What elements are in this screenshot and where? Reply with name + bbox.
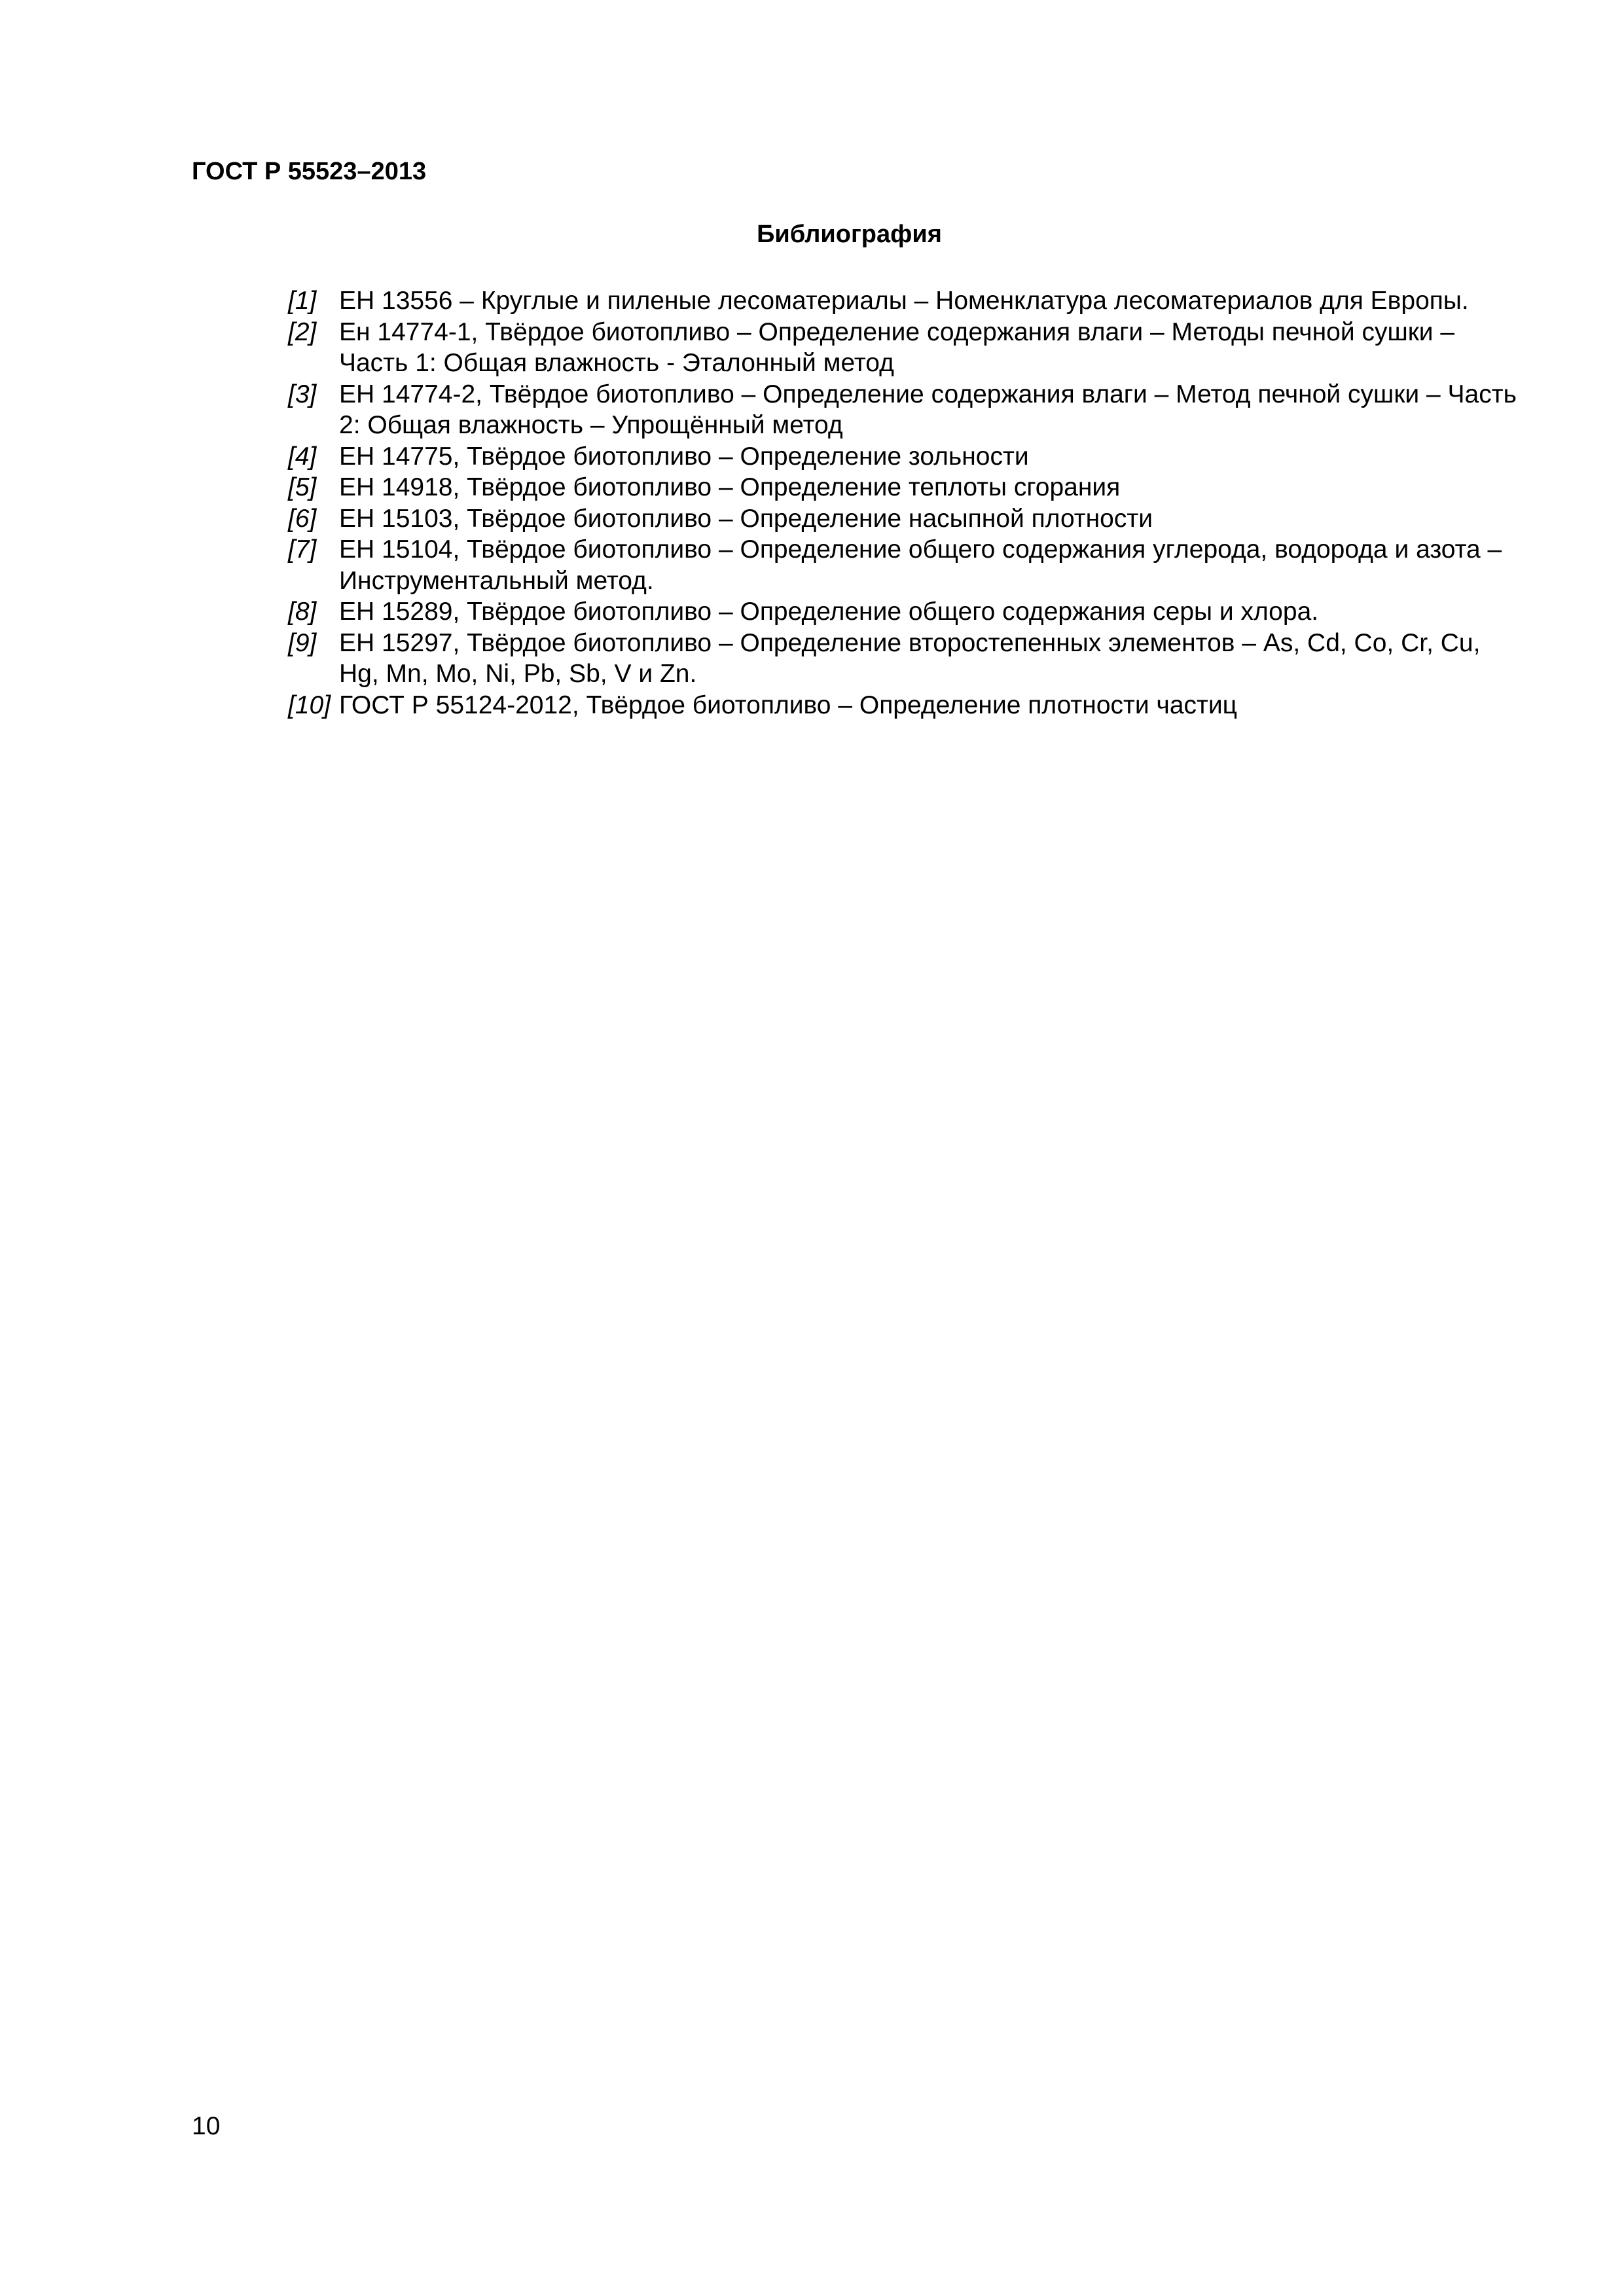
- bibliography-item-text: Ен 14774-1, Твёрдое биотопливо – Определение содержания влаги – Методы печной сушки – Часть 1: Общая влажность - Эталонный метод: [339, 317, 1455, 377]
- bibliography-item-number: [7]: [288, 535, 317, 564]
- bibliography-item-number: [10]: [288, 691, 331, 719]
- bibliography-item: [288, 441, 1519, 473]
- bibliography-item-number: [4]: [288, 442, 317, 471]
- bibliography-item-text: ЕН 15103, Твёрдое биотопливо – Определение насыпной плотности: [339, 504, 1153, 533]
- bibliography-item: [288, 534, 1519, 596]
- bibliography-item-text: ЕН 15104, Твёрдое биотопливо – Определение общего содержания углерода, водорода и азота – Инструментальный метод.: [339, 535, 1502, 595]
- bibliography-item: [288, 317, 1519, 379]
- bibliography-item: [288, 503, 1519, 535]
- bibliography-item-text: ЕН 14774-2, Твёрдое биотопливо – Определение содержания влаги – Метод печной сушки – Часть 2: Общая влажность – Упрощённый метод: [339, 380, 1517, 439]
- bibliography-item-number: [2]: [288, 317, 317, 346]
- bibliography-item-number: [3]: [288, 380, 317, 408]
- page-number: 10: [192, 2112, 221, 2140]
- bibliography-item-text: ЕН 13556 – Круглые и пиленые лесоматериалы – Номенклатура лесоматериалов для Европы.: [339, 287, 1469, 315]
- bibliography-item: [288, 472, 1519, 503]
- bibliography-item: [288, 379, 1519, 441]
- bibliography-item-text: ЕН 14918, Твёрдое биотопливо – Определение теплоты сгорания: [339, 473, 1121, 501]
- bibliography-item: [288, 596, 1519, 628]
- bibliography-item-number: [6]: [288, 504, 317, 533]
- bibliography-item: [288, 628, 1519, 690]
- section-title: Библиография: [757, 221, 942, 248]
- bibliography-item-text: ЕН 14775, Твёрдое биотопливо – Определение зольности: [339, 442, 1029, 471]
- bibliography-item-text: ЕН 15297, Твёрдое биотопливо – Определение второстепенных элементов – As, Cd, Co, Cr, Cu, Hg, Mn, Mo, Ni, Pb, Sb, V и Zn.: [339, 628, 1481, 688]
- bibliography-item-number: [1]: [288, 287, 317, 315]
- bibliography-item: [288, 285, 1519, 317]
- bibliography-item-number: [9]: [288, 628, 317, 657]
- bibliography-item-number: [5]: [288, 473, 317, 501]
- bibliography-item-text: ГОСТ Р 55124-2012, Твёрдое биотопливо – Определение плотности частиц: [339, 691, 1237, 719]
- bibliography-list: [288, 285, 1519, 721]
- bibliography-item-number: [8]: [288, 598, 317, 626]
- document-code-header: ГОСТ Р 55523–2013: [192, 158, 427, 185]
- bibliography-item-text: ЕН 15289, Твёрдое биотопливо – Определение общего содержания серы и хлора.: [339, 598, 1319, 626]
- bibliography-item: [288, 690, 1519, 721]
